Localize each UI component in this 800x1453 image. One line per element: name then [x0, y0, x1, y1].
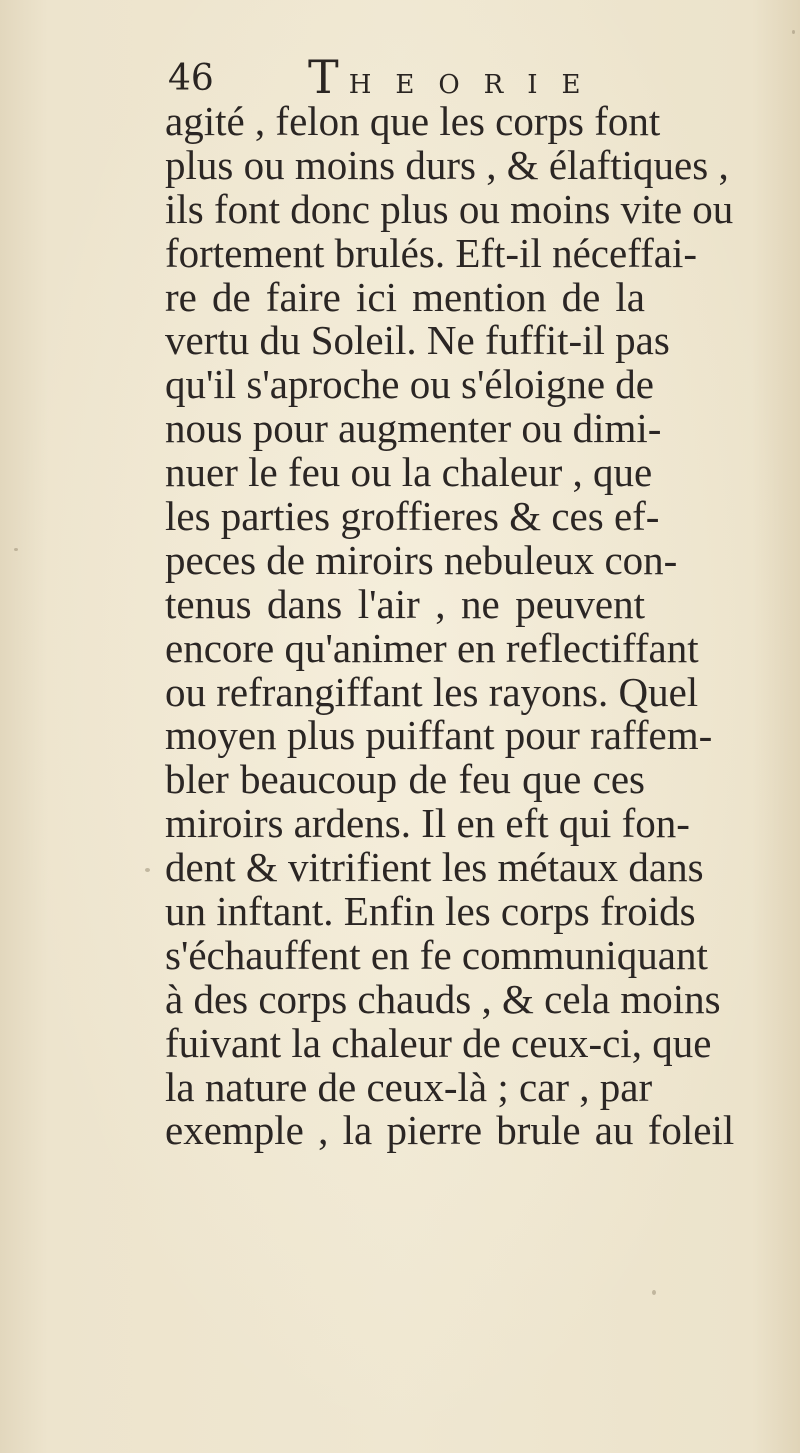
- text-line: re de faire ici mention de la: [165, 273, 645, 320]
- body-text: [165, 98, 735, 1154]
- text-line: s'échauffent en fe communiquant: [165, 931, 708, 978]
- text-line: moyen plus puiffant pour raffem-: [165, 712, 713, 759]
- text-line: dent & vitrifient les métaux dans: [165, 844, 704, 891]
- running-title-initial: T: [308, 50, 341, 104]
- text-line: ou refrangiffant les rayons. Quel: [165, 668, 699, 715]
- paper-speck: [145, 868, 150, 872]
- text-line: un inftant. Enfin les corps froids: [165, 888, 696, 935]
- page-number: 46: [168, 58, 214, 99]
- text-line: tenus dans l'air , ne peuvent: [165, 580, 645, 627]
- paper-speck: [652, 1290, 656, 1295]
- text-line: vertu du Soleil. Ne fuffit-il pas: [165, 317, 670, 364]
- text-line: fuivant la chaleur de ceux-ci, que: [165, 1019, 712, 1066]
- text-line: qu'il s'aproche ou s'éloigne de: [165, 361, 654, 408]
- text-line: les parties groffieres & ces ef-: [165, 493, 660, 540]
- text-line: ils font donc plus ou moins vite ou: [165, 185, 734, 232]
- text-line-last: exemple , la pierre brule au foleil: [165, 1107, 735, 1154]
- text-line: bler beaucoup de feu que ces: [165, 756, 645, 803]
- paper-speck: [792, 30, 795, 34]
- text-line: plus ou moins durs , & élaftiques ,: [165, 141, 729, 188]
- text-line: miroirs ardens. Il en eft qui fon-: [165, 800, 690, 847]
- text-line: fortement brulés. Eft-il néceffai-: [165, 229, 697, 276]
- text-line: agité , felon que les corps font: [165, 98, 661, 144]
- text-line: nous pour augmenter ou dimi-: [165, 405, 662, 452]
- text-line: encore qu'animer en reflectiffant: [165, 624, 699, 671]
- running-title-rest: HEORIE: [348, 70, 605, 100]
- text-line: nuer le feu ou la chaleur , que: [165, 449, 653, 496]
- page-header: [168, 52, 628, 104]
- text-line: peces de miroirs nebuleux con-: [165, 536, 678, 583]
- text-line: la nature de ceux-là ; car , par: [165, 1063, 653, 1110]
- paper-speck: [14, 548, 18, 551]
- text-line: à des corps chauds , & cela moins: [165, 975, 721, 1022]
